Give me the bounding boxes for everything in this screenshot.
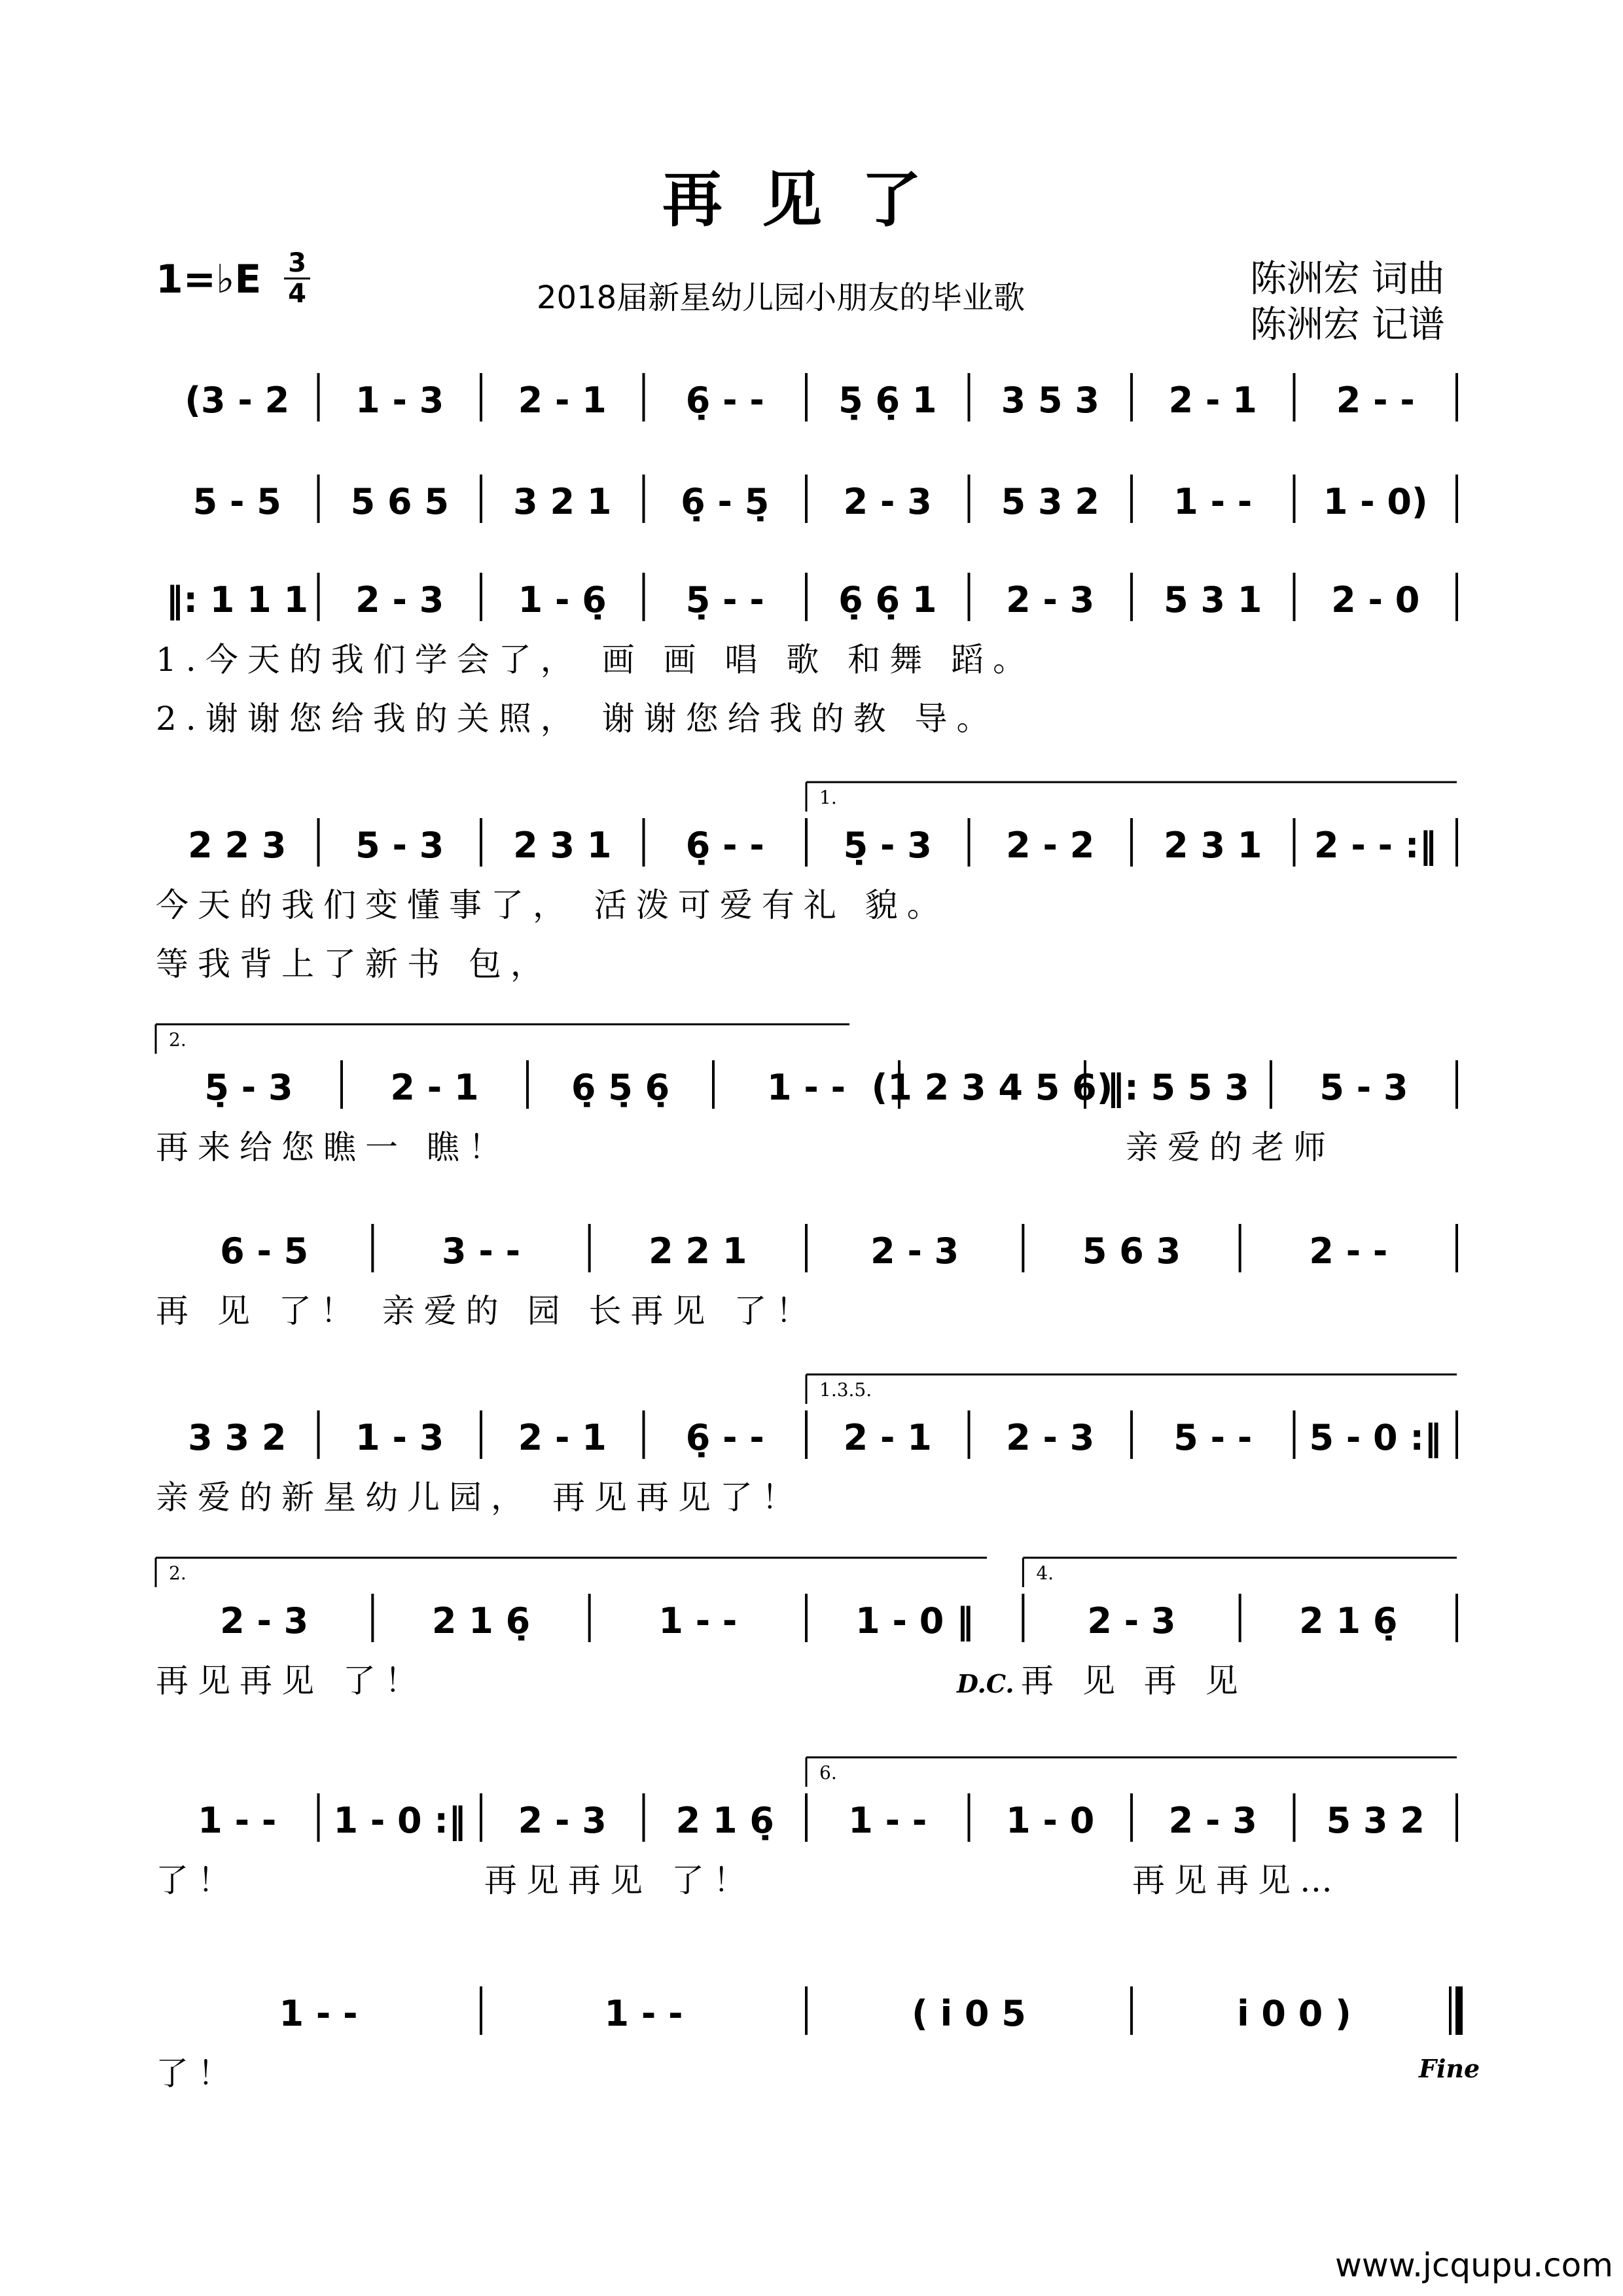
measure-notes: 1 - 6̣ [518, 579, 607, 620]
measure-notes: 2 - 3 [220, 1600, 309, 1641]
measure-notes: 1 - 0 [1006, 1800, 1095, 1841]
volta-number: 4. [1036, 1562, 1054, 1584]
measure-notes: 6̣ 5̣ 6̣ [571, 1067, 670, 1108]
measure-notes: 5 - 3 [355, 825, 444, 866]
measure-notes: 2 - 3 [518, 1800, 607, 1841]
measure-notes: 5 3 1 [1164, 579, 1262, 620]
measure-notes: 5 6 3 [1082, 1230, 1181, 1272]
measure-notes: 1 - 0 ‖ [855, 1600, 974, 1641]
measure-notes: 6̣ 6̣ 1 [838, 579, 937, 620]
measure-notes: 6̣ - - [685, 825, 764, 866]
volta-number: 1. [819, 787, 837, 808]
dc-marking: D.C. [957, 1669, 1014, 1698]
measure-notes: 5 - 0 :‖ [1309, 1417, 1442, 1458]
lyric-line: 亲爱的老师 [1126, 1128, 1335, 1166]
measure-notes: 2 2 3 [188, 825, 287, 866]
measure-notes: 2 - 1 [843, 1417, 932, 1458]
lyric-line: 亲爱的新星幼儿园， 再见再见了！ [156, 1479, 804, 1516]
measure-notes: i 0 0 ) [1237, 1993, 1351, 2034]
measure-notes: 6 - 5 [220, 1230, 309, 1272]
lyric-line: 了！ [156, 1861, 240, 1899]
measure-notes: 2 - - :‖ [1314, 825, 1437, 866]
measure-notes: 2 3 1 [1164, 825, 1262, 866]
page-title: 再见了 [662, 164, 961, 235]
measure-notes: 1 - - [1173, 481, 1253, 522]
measure-notes: 5 6 5 [350, 481, 449, 522]
measure-notes: 2 - 3 [355, 579, 444, 620]
lyric-line: 再见再见 了！ [156, 1662, 427, 1700]
measure-notes: 2 1 6̣ [675, 1800, 774, 1841]
key-label: 1=♭E [156, 257, 262, 302]
measure-notes: 2 1 6̣ [1299, 1600, 1398, 1641]
measure-notes: ‖: 5 5 3 [1107, 1067, 1249, 1108]
measure-notes: 6̣ - - [685, 380, 764, 421]
measure-notes: 2 - 1 [390, 1067, 479, 1108]
measure-notes: 2 - 3 [1006, 579, 1095, 620]
measure-notes: 5̣ 6̣ 1 [838, 380, 937, 421]
measure-notes: 1 - - [848, 1800, 927, 1841]
measure-notes: 2 - 1 [518, 380, 607, 421]
lyric-line: 再见再见 了！ [484, 1861, 755, 1899]
measure-notes: 2 - 1 [518, 1417, 607, 1458]
measure-notes: 5̣ - 3 [204, 1067, 293, 1108]
measure-notes: (3 - 2 [185, 380, 290, 421]
lyricist-credit: 陈洲宏 词曲 [1250, 258, 1445, 300]
measure-notes: 6̣ - 5̣ [681, 481, 770, 522]
measure-notes: 5 - 3 [1319, 1067, 1408, 1108]
watermark: www.jcqupu.com [1335, 2246, 1613, 2284]
measure-notes: 1 - - [198, 1800, 277, 1841]
measure-notes: 2 - 3 [870, 1230, 959, 1272]
measure-notes: 5 3 2 [1001, 481, 1099, 522]
volta-number: 1.3.5. [819, 1379, 872, 1401]
measure-notes: 6̣ - - [685, 1417, 764, 1458]
measure-notes: 5̣ - - [685, 579, 764, 620]
measure-notes: 2 - - [1309, 1230, 1388, 1272]
measure-notes: 5̣ - 3 [843, 825, 932, 866]
measure-notes: 2 - 3 [1168, 1800, 1257, 1841]
measure-notes: 3 - - [442, 1230, 520, 1272]
measure-notes: 1 - - [767, 1067, 846, 1108]
measure-notes: 2 - 0 [1331, 579, 1420, 620]
lyric-line: 了！ [156, 2054, 240, 2092]
measure-notes: 1 - - [658, 1600, 738, 1641]
subtitle: 2018届新星幼儿园小朋友的毕业歌 [537, 279, 1026, 316]
lyric-line: 今天的我们变懂事了， 活泼可爱有礼 貌。 [156, 886, 949, 924]
measure-notes: 1 - 3 [355, 1417, 444, 1458]
arranger-credit: 陈洲宏 记谱 [1250, 304, 1445, 346]
lyric-line: 再见再见… [1132, 1861, 1342, 1899]
meter-bottom: 4 [284, 278, 310, 308]
meter-top: 3 [288, 248, 306, 278]
measure-notes: 3 3 2 [188, 1417, 287, 1458]
lyric-line: 1.今天的我们学会了， 画 画 唱 歌 和舞 蹈。 [156, 641, 1035, 679]
measure-notes: 5 - - [1173, 1417, 1253, 1458]
volta-number: 6. [819, 1762, 837, 1784]
measure-notes: 2 2 1 [649, 1230, 747, 1272]
measure-notes: 2 - 3 [1087, 1600, 1176, 1641]
measure-notes: 2 - 1 [1168, 380, 1257, 421]
measure-notes: 2 1 6̣ [431, 1600, 531, 1641]
measure-notes: 1 - 3 [355, 380, 444, 421]
measure-notes: 2 3 1 [513, 825, 612, 866]
measure-notes: 1 - 0 :‖ [333, 1800, 467, 1841]
lyric-line: 再 见 了！ 亲爱的 园 长再见 了！ [156, 1292, 818, 1330]
measure-notes: (1 2 3 4 5 6) [871, 1067, 1113, 1108]
measure-notes: 5 - 5 [192, 481, 281, 522]
volta-number: 2. [169, 1562, 187, 1584]
measure-notes: 1 - 0) [1323, 481, 1428, 522]
measure-notes: 1 - - [279, 1993, 358, 2034]
lyric-line: 2.谢谢您给我的关照， 谢谢您给我的教 导。 [156, 700, 999, 738]
measure-notes: ‖: 1 1 1 [166, 579, 309, 620]
fine-marking: Fine [1419, 2054, 1480, 2083]
measure-notes: ( i 0 5 [912, 1993, 1026, 2034]
lyric-line: 再来给您瞧一 瞧！ [156, 1128, 510, 1166]
measure-notes: 2 - 3 [1006, 1417, 1095, 1458]
lyric-line: 等我背上了新书 包， [156, 945, 552, 983]
measure-notes: 2 - - [1336, 380, 1415, 421]
measure-notes: 2 - 3 [843, 481, 932, 522]
measure-notes: 3 2 1 [513, 481, 612, 522]
measure-notes: 2 - 2 [1006, 825, 1095, 866]
lyric-line: 再 见 再 见 [1021, 1662, 1247, 1700]
measure-notes: 5 3 2 [1326, 1800, 1425, 1841]
measure-notes: 1 - - [604, 1993, 683, 2034]
volta-number: 2. [169, 1029, 187, 1050]
measure-notes: 3 5 3 [1001, 380, 1099, 421]
